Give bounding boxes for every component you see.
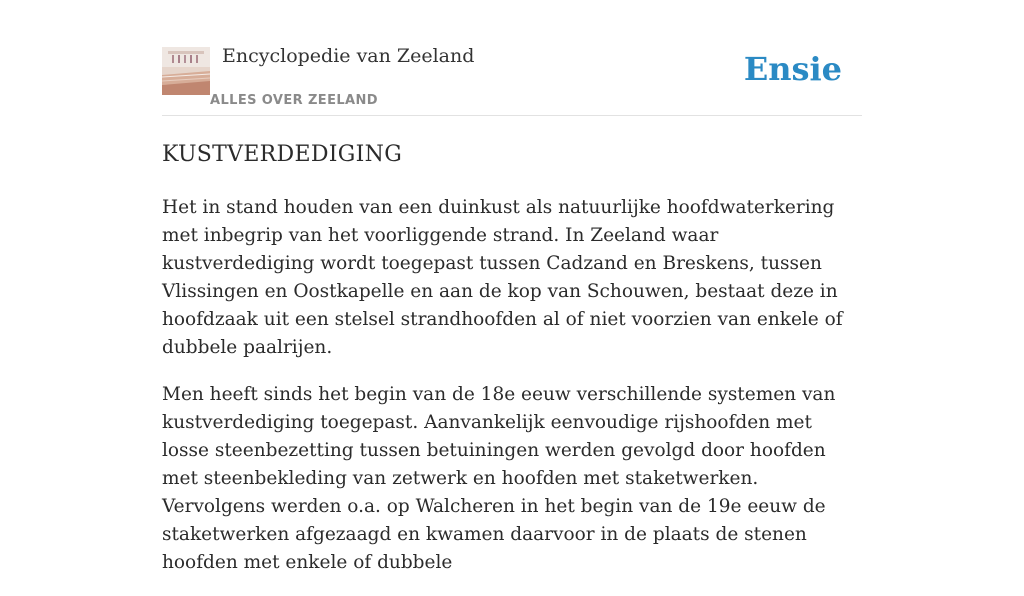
article-title: KUSTVERDEDIGING bbox=[162, 142, 403, 167]
site-title-link[interactable]: Encyclopedie van Zeeland bbox=[222, 45, 475, 67]
ensie-brand-link[interactable]: Ensie bbox=[743, 50, 842, 88]
article bbox=[162, 116, 862, 577]
site-tagline: ALLES OVER ZEELAND bbox=[210, 93, 378, 108]
article-paragraph: Men heeft sinds het begin van de 18e eeuw verschillende systemen van kustverdediging toegepast. Aanvankelijk eenvoudige rijshoofden met losse steenbezetting tussen betuiningen werden gevolgd door hoofden met steenbekleding van zetwerk en hoofden met staketwerken. Vervolgens werden o.a. op Walcheren in het begin van de 19e eeuw de staketwerken afgezaagd en kwamen daarvoor in de plaats de stenen hoofden met enkele of dubbele bbox=[162, 384, 836, 573]
site-avatar[interactable] bbox=[162, 47, 210, 95]
content-container bbox=[162, 0, 862, 596]
article-paragraph: Het in stand houden van een duinkust als natuurlijke hoofdwaterkering met inbegrip van het voorliggende strand. In Zeeland waar kustverdediging wordt toegepast tussen Cadzand en Breskens, tussen Vlissingen en Oostkapelle en aan de kop van Schouwen, bestaat deze in hoofdzaak uit een stelsel strandhoofden al of niet voorzien van enkele of dubbele paalrijen. bbox=[162, 197, 843, 358]
site-header bbox=[162, 0, 862, 116]
avatar-image-icon bbox=[162, 47, 210, 95]
